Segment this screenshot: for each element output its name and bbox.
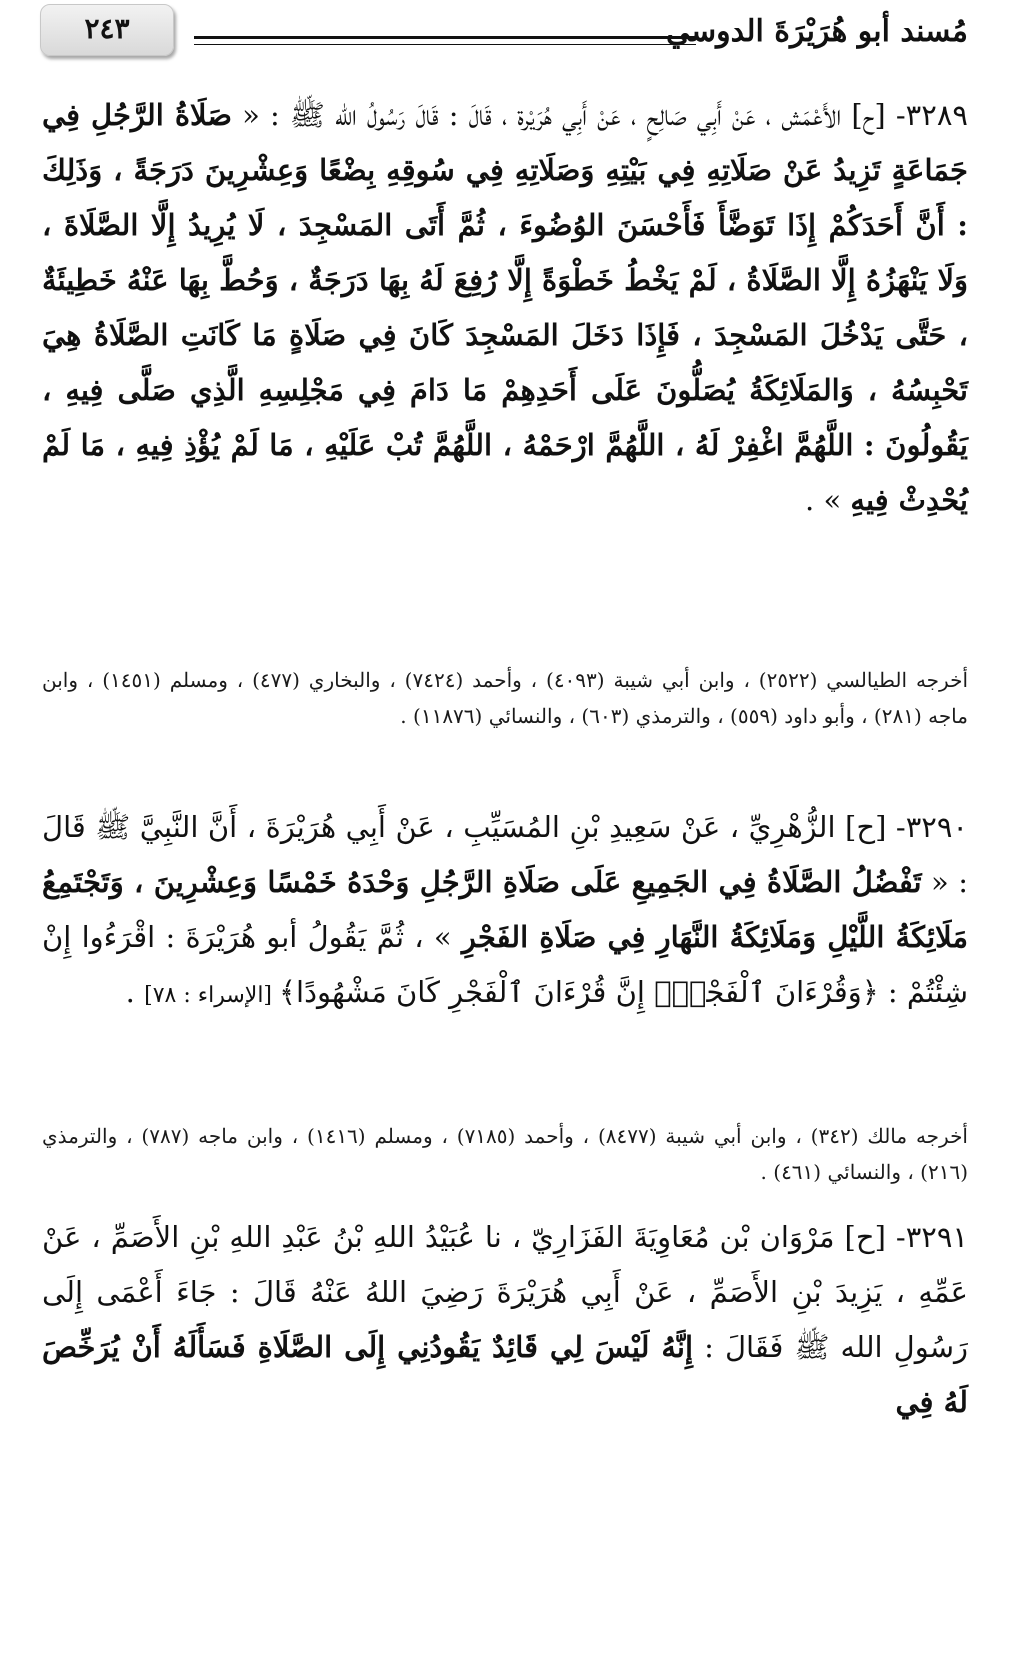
running-title: مُسند أبو هُرَيْرَةَ الدوسي xyxy=(666,14,968,49)
hadith-3291 xyxy=(42,1210,968,1430)
hadith-number: ٣٢٩١- [ح] xyxy=(844,1220,968,1254)
hadith-3290 xyxy=(42,800,968,1023)
hadith-isnad: الأَعْمَش ، عَنْ أَبِي صَالِحٍ ، عَنْ أَبِي هُرَيْرة ، قَالَ : قَالَ رَسُولُ الله ﷺ : « xyxy=(231,98,852,132)
hadith-closing: . xyxy=(125,975,145,1009)
page-header xyxy=(36,0,974,70)
quran-verse: ﴿وَقُرْءَانَ ٱلْفَجْرِۖ إِنَّ قُرْءَانَ ٱلْفَجْرِ كَانَ مَشْهُودًا﴾ xyxy=(279,975,879,1009)
hadith-3289 xyxy=(42,88,968,528)
hadith-matn: صَلَاةُ الرَّجُلِ فِي جَمَاعَةٍ تَزِيدُ عَنْ صَلَاتِهِ فِي بَيْتِهِ وَصَلَاتِهِ فِي سُوقِهِ بِضْعًا وَعِشْرِينَ دَرَجَةً ، وَذَلِكَ : أَنَّ أَحَدَكُمْ إِذَا تَوَضَّأَ فَأَحْسَنَ الوُضُوءَ ، ثُمَّ أَتَى المَسْجِدَ ، لَا يُرِيدُ إِلَّا الصَّلَاةَ ، وَلَا يَنْهَزُهُ إِلَّا الصَّلَاةُ ، لَمْ يَخْطُ خَطْوَةً إِلَّا رُفِعَ لَهُ بِهَا دَرَجَةٌ ، وَحُطَّ بِهَا عَنْهُ خَطِيئَةٌ ، حَتَّى يَدْخُلَ المَسْجِدَ ، فَإِذَا دَخَلَ المَسْجِدَ كَانَ فِي صَلَاةٍ مَا كَانَتِ الصَّلَاةُ هِيَ تَحْبِسُهُ ، وَالمَلَائِكَةُ يُصَلُّونَ عَلَى أَحَدِهِمْ مَا دَامَ فِي مَجْلِسِهِ الَّذِي صَلَّى فِيهِ ، يَقُولُونَ : اللَّهُمَّ اغْفِرْ لَهُ ، اللَّهُمَّ ارْحَمْهُ ، اللَّهُمَّ تُبْ عَلَيْهِ ، مَا لَمْ يُؤْذِ فِيهِ ، مَا لَمْ يُحْدِثْ فِيهِ xyxy=(42,98,968,517)
page-number: ٢٤٣ xyxy=(84,12,130,45)
hadith-matn: تَفْضُلُ الصَّلَاةُ فِي الجَمِيعِ عَلَى صَلَاةِ الرَّجُلِ وَحْدَهُ خَمْسًا وَعِشْرِينَ ، وَتَجْتَمِعُ مَلَائِكَةُ اللَّيْلِ وَمَلَائِكَةُ النَّهَارِ فِي صَلَاةِ الفَجْرِ xyxy=(42,865,968,954)
page-number-tab xyxy=(40,4,174,56)
hadith-matn: إِنَّهُ لَيْسَ لِي قَائِدٌ يَقُودُنِي إِلَى الصَّلَاةِ فَسَأَلَهُ أَنْ يُرَخِّصَ لَهُ فِي xyxy=(42,1330,968,1419)
hadith-number: ٣٢٩٠- [ح] xyxy=(845,810,968,844)
header-rule xyxy=(194,36,696,45)
takhrij-3290: أخرجه مالك (٣٤٢) ، وابن أبي شيبة (٨٤٧٧) ، وأحمد (٧١٨٥) ، ومسلم (١٤١٦) ، وابن ماجه (٧٨٧) ، والترمذي (٢١٦) ، والنسائي (٤٦١) . xyxy=(42,1124,968,1184)
hadith-isnad: مَرْوَان بْن مُعَاوِيَةَ الفَزَارِيّ ، نا عُبَيْدُ اللهِ بْنُ عَبْدِ اللهِ بْنِ الأَصَمِّ ، عَنْ عَمِّهِ ، يَزِيدَ بْنِ الأَصَمِّ ، عَنْ أَبِي هُرَيْرَةَ رَضِيَ اللهُ عَنْهُ قَالَ : جَاءَ أَعْمَى إِلَى رَسُولِ الله ﷺ فَقَالَ : xyxy=(42,1220,969,1364)
hadith-after-matn: » ، ثُمَّ يَقُولُ أبو هُرَيْرَةَ : اقْرَءُوا إِنْ شِئْتُمْ : xyxy=(42,920,968,1009)
hadith-number: ٣٢٨٩- [ح] xyxy=(851,98,968,132)
takhrij-3289: أخرجه الطيالسي (٢٥٢٢) ، وابن أبي شيبة (٤٠٩٣) ، وأحمد (٧٤٢٤) ، والبخاري (٤٧٧) ، ومسلم (١٤٥١) ، وابن ماجه (٢٨١) ، وأبو داود (٥٥٩) ، والترمذي (٦٠٣) ، والنسائي (١١٨٧٦) . xyxy=(42,668,968,728)
hadith-isnad: الزُّهْرِيِّ ، عَنْ سَعِيدِ بْنِ المُسَيِّبِ ، عَنْ أَبِي هُرَيْرَةَ ، أَنَّ النَّبِيَّ ﷺ قَالَ : « xyxy=(42,810,968,899)
quran-reference: [الإسراء : ٧٨] xyxy=(144,983,280,1008)
hadith-closing: » . xyxy=(805,483,851,517)
